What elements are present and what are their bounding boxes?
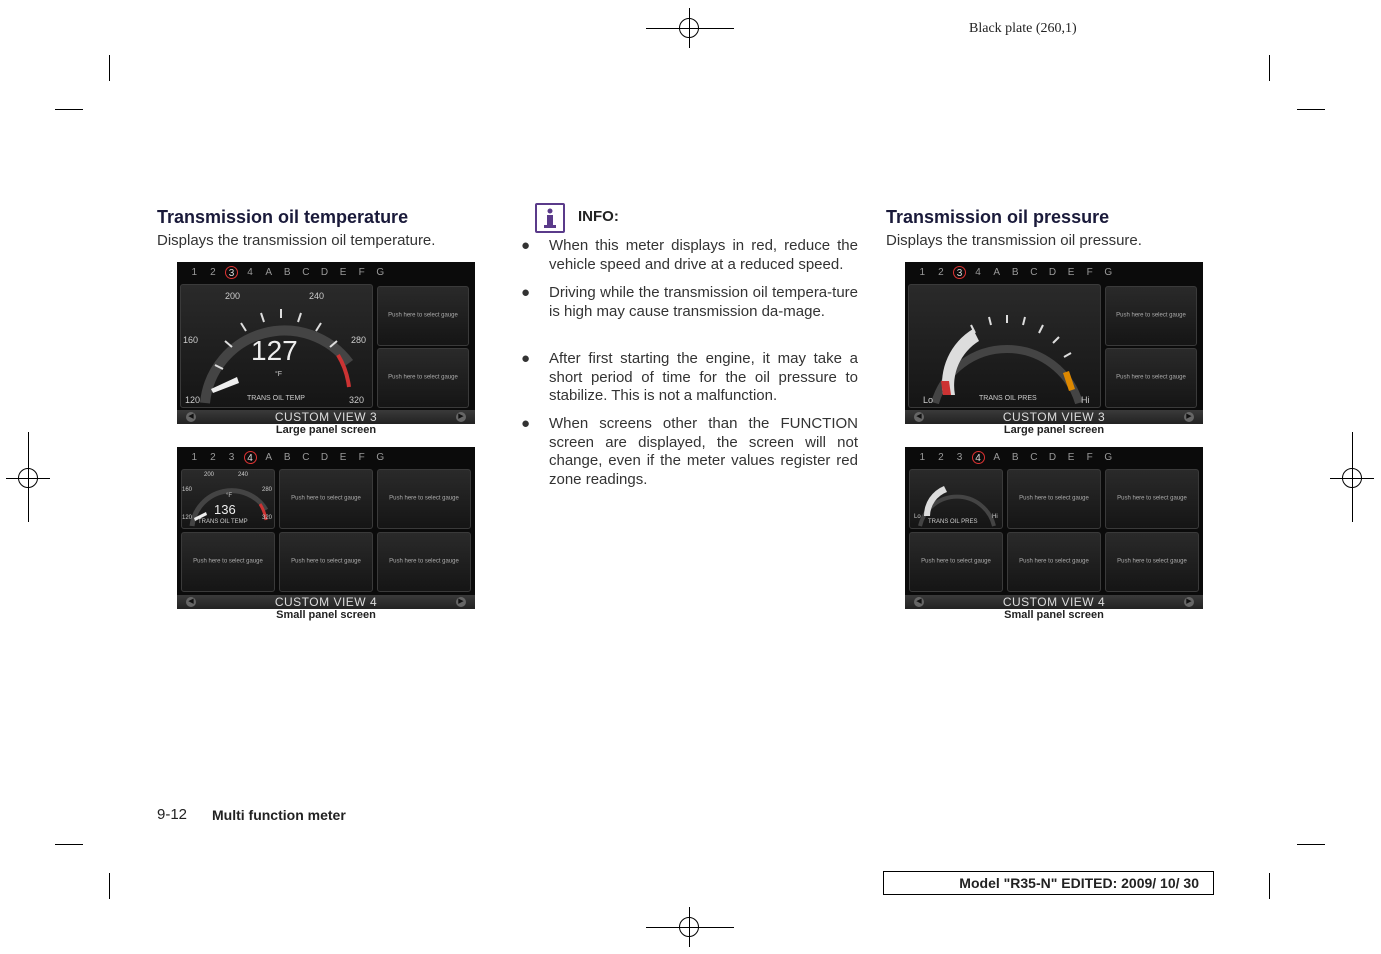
gauge-label: TRANS OIL TEMP	[198, 519, 248, 525]
tab-g[interactable]: G	[1104, 452, 1113, 463]
gauge-label: TRANS OIL PRES	[979, 395, 1037, 402]
tab-a[interactable]: A	[265, 267, 272, 278]
select-gauge-panel[interactable]	[1007, 469, 1101, 529]
prev-arrow-icon[interactable]: ◀	[914, 597, 924, 607]
next-arrow-icon[interactable]: ▶	[456, 597, 466, 607]
tab-d[interactable]: D	[1048, 267, 1057, 278]
tab-c[interactable]: C	[1030, 452, 1038, 463]
tab-2[interactable]: 2	[210, 267, 216, 278]
scale-320: 320	[262, 515, 273, 521]
tab-e[interactable]: E	[339, 452, 347, 463]
tab-4-selected[interactable]: 4	[972, 451, 985, 464]
panel-text: Push here to select gauge	[389, 558, 459, 565]
panel-text: Push here to select gauge	[291, 558, 361, 565]
tab-b[interactable]: B	[283, 452, 291, 463]
scale-160: 160	[183, 335, 199, 345]
tab-f[interactable]: F	[358, 452, 365, 463]
view-label: CUSTOM VIEW 4	[274, 595, 378, 609]
panel-text: Push here to select gauge	[388, 374, 458, 381]
tab-g[interactable]: G	[376, 267, 385, 278]
gauge-panel[interactable]	[909, 469, 1003, 529]
tab-b[interactable]: B	[1011, 452, 1019, 463]
tab-c[interactable]: C	[302, 267, 310, 278]
next-arrow-icon[interactable]: ▶	[1184, 597, 1194, 607]
tab-c[interactable]: C	[302, 452, 310, 463]
scale-240: 240	[238, 472, 249, 478]
tab-2[interactable]: 2	[938, 452, 944, 463]
panel-text: Push here to select gauge	[1116, 312, 1186, 319]
pressure-large-screen	[905, 262, 1203, 424]
pressure-small-screen	[905, 447, 1203, 609]
panel-text: Push here to select gauge	[1116, 374, 1186, 381]
caption: Small panel screen	[276, 609, 376, 621]
tab-a[interactable]: A	[265, 452, 272, 463]
panel-text: Push here to select gauge	[389, 495, 459, 502]
select-gauge-panel[interactable]	[279, 532, 373, 592]
high-label: Hi	[1081, 395, 1090, 405]
select-gauge-panel[interactable]	[377, 348, 469, 408]
tab-3[interactable]: 3	[228, 452, 235, 463]
tab-1[interactable]: 1	[191, 267, 198, 278]
select-gauge-panel[interactable]	[377, 469, 471, 529]
high-label: Hi	[992, 514, 998, 520]
tab-a[interactable]: A	[993, 452, 1000, 463]
prev-arrow-icon[interactable]: ◀	[186, 597, 196, 607]
tab-1[interactable]: 1	[191, 452, 198, 463]
left-subtitle: Displays the transmission oil temperature.	[157, 232, 436, 249]
tab-d[interactable]: D	[320, 452, 329, 463]
tab-1[interactable]: 1	[919, 452, 926, 463]
scale-280: 280	[262, 487, 273, 493]
info-bullet: ● When screens other than the FUNCTION screen are displayed, the screen will not change, even if the meter values register red zone readings.	[521, 415, 858, 488]
panel-text: Push here to select gauge	[1117, 558, 1187, 565]
tab-d[interactable]: D	[1048, 452, 1057, 463]
bullet-text: When screens other than the FUNCTION screen are displayed, the screen will not change, even if the meter values register red zone readings.	[549, 415, 858, 488]
tab-2[interactable]: 2	[938, 267, 944, 278]
tab-e[interactable]: E	[1067, 452, 1075, 463]
caption: Large panel screen	[1003, 424, 1105, 436]
right-heading: Transmission oil pressure	[886, 207, 1110, 227]
tab-f[interactable]: F	[1086, 267, 1093, 278]
tab-a[interactable]: A	[993, 267, 1000, 278]
panel-text: Push here to select gauge	[1019, 495, 1089, 502]
tab-f[interactable]: F	[1086, 452, 1093, 463]
bullet-text: When this meter displays in red, reduce the vehicle speed and drive at a reduced speed.	[549, 237, 858, 273]
bullet-text: Driving while the transmission oil tempera-ture is high may cause transmission da-mage.	[549, 284, 858, 320]
tab-bar	[913, 266, 1118, 280]
pressure-gauge-dial	[909, 285, 1102, 409]
panel-text: Push here to select gauge	[1019, 558, 1089, 565]
select-gauge-panel[interactable]	[1105, 286, 1197, 346]
panel-text: Push here to select gauge	[291, 495, 361, 502]
low-label: Lo	[923, 395, 934, 405]
select-gauge-panel[interactable]	[1007, 532, 1101, 592]
right-subtitle: Displays the transmission oil pressure.	[886, 232, 1142, 249]
gauge-panel[interactable]	[180, 284, 373, 408]
section-title: Multi function meter	[212, 807, 346, 823]
tab-e[interactable]: E	[339, 267, 347, 278]
gauge-panel[interactable]	[181, 469, 275, 529]
select-gauge-panel[interactable]	[909, 532, 1003, 592]
tab-2[interactable]: 2	[210, 452, 216, 463]
tab-d[interactable]: D	[320, 267, 329, 278]
scale-160: 160	[182, 487, 193, 493]
scale-120: 120	[185, 395, 201, 405]
tab-b[interactable]: B	[283, 267, 291, 278]
panel-text: Push here to select gauge	[921, 558, 991, 565]
gauge-panel[interactable]	[908, 284, 1101, 408]
tab-4[interactable]: 4	[247, 267, 253, 278]
select-gauge-panel[interactable]	[1105, 532, 1199, 592]
info-bullet: ● When this meter displays in red, reduce the vehicle speed and drive at a reduced speed.	[521, 237, 858, 273]
tab-3-selected[interactable]: 3	[953, 266, 966, 279]
select-gauge-panel[interactable]	[1105, 469, 1199, 529]
scale-320: 320	[349, 395, 365, 405]
caption: Small panel screen	[1004, 609, 1104, 621]
tab-4[interactable]: 4	[975, 267, 981, 278]
prev-arrow-icon[interactable]: ◀	[186, 412, 196, 422]
plate-label: Black plate (260,1)	[969, 21, 1077, 36]
select-gauge-panel[interactable]	[377, 286, 469, 346]
view-label: CUSTOM VIEW 3	[274, 410, 378, 424]
tab-e[interactable]: E	[1067, 267, 1075, 278]
temp-value: 136	[214, 502, 236, 517]
temp-large-screen	[177, 262, 475, 424]
tab-f[interactable]: F	[358, 267, 365, 278]
view-label: CUSTOM VIEW 3	[1002, 410, 1106, 424]
select-gauge-panel[interactable]	[279, 469, 373, 529]
select-gauge-panel[interactable]	[1105, 348, 1197, 408]
scale-280: 280	[351, 335, 367, 345]
bullet-text: After first starting the engine, it may take a short period of time for the oil pressure to stabilize. This is not a malfunction.	[549, 350, 858, 404]
temp-value: 127	[251, 335, 298, 366]
temp-unit: °F	[226, 493, 233, 499]
scale-120: 120	[182, 515, 193, 521]
tab-bar	[913, 451, 1118, 465]
next-arrow-icon[interactable]: ▶	[456, 412, 466, 422]
prev-arrow-icon[interactable]: ◀	[914, 412, 924, 422]
info-bullet: ● After first starting the engine, it may take a short period of time for the oil pressure to stabilize. This is not a malfunction.	[521, 350, 858, 404]
tab-b[interactable]: B	[1011, 267, 1019, 278]
tab-g[interactable]: G	[376, 452, 385, 463]
temp-small-screen	[177, 447, 475, 609]
tab-3-selected[interactable]: 3	[225, 266, 238, 279]
tab-c[interactable]: C	[1030, 267, 1038, 278]
tab-3[interactable]: 3	[956, 452, 963, 463]
low-label: Lo	[914, 514, 921, 520]
gauge-label: TRANS OIL TEMP	[247, 395, 305, 402]
info-bullet: ● Driving while the transmission oil tempera-ture is high may cause transmission da-mage.	[521, 284, 858, 320]
caption: Large panel screen	[275, 424, 377, 436]
scale-240: 240	[309, 291, 325, 301]
tab-bar	[185, 266, 390, 280]
model-edited-box: Model "R35-N" EDITED: 2009/ 10/ 30	[883, 871, 1214, 895]
panel-text: Push here to select gauge	[388, 312, 458, 319]
tab-1[interactable]: 1	[919, 267, 926, 278]
select-gauge-panel[interactable]	[181, 532, 275, 592]
tab-bar	[185, 451, 390, 465]
tab-g[interactable]: G	[1104, 267, 1113, 278]
select-gauge-panel[interactable]	[377, 532, 471, 592]
left-heading: Transmission oil temperature	[157, 207, 409, 227]
panel-text: Push here to select gauge	[1117, 495, 1187, 502]
info-icon	[535, 203, 565, 233]
view-label: CUSTOM VIEW 4	[1002, 595, 1106, 609]
scale-200: 200	[225, 291, 241, 301]
temp-unit: °F	[275, 371, 283, 378]
info-label: INFO:	[578, 208, 619, 225]
page-number: 9-12	[157, 806, 188, 823]
scale-200: 200	[204, 472, 215, 478]
gauge-label: TRANS OIL PRES	[928, 519, 978, 525]
tab-4-selected[interactable]: 4	[244, 451, 257, 464]
next-arrow-icon[interactable]: ▶	[1184, 412, 1194, 422]
panel-text: Push here to select gauge	[193, 558, 263, 565]
